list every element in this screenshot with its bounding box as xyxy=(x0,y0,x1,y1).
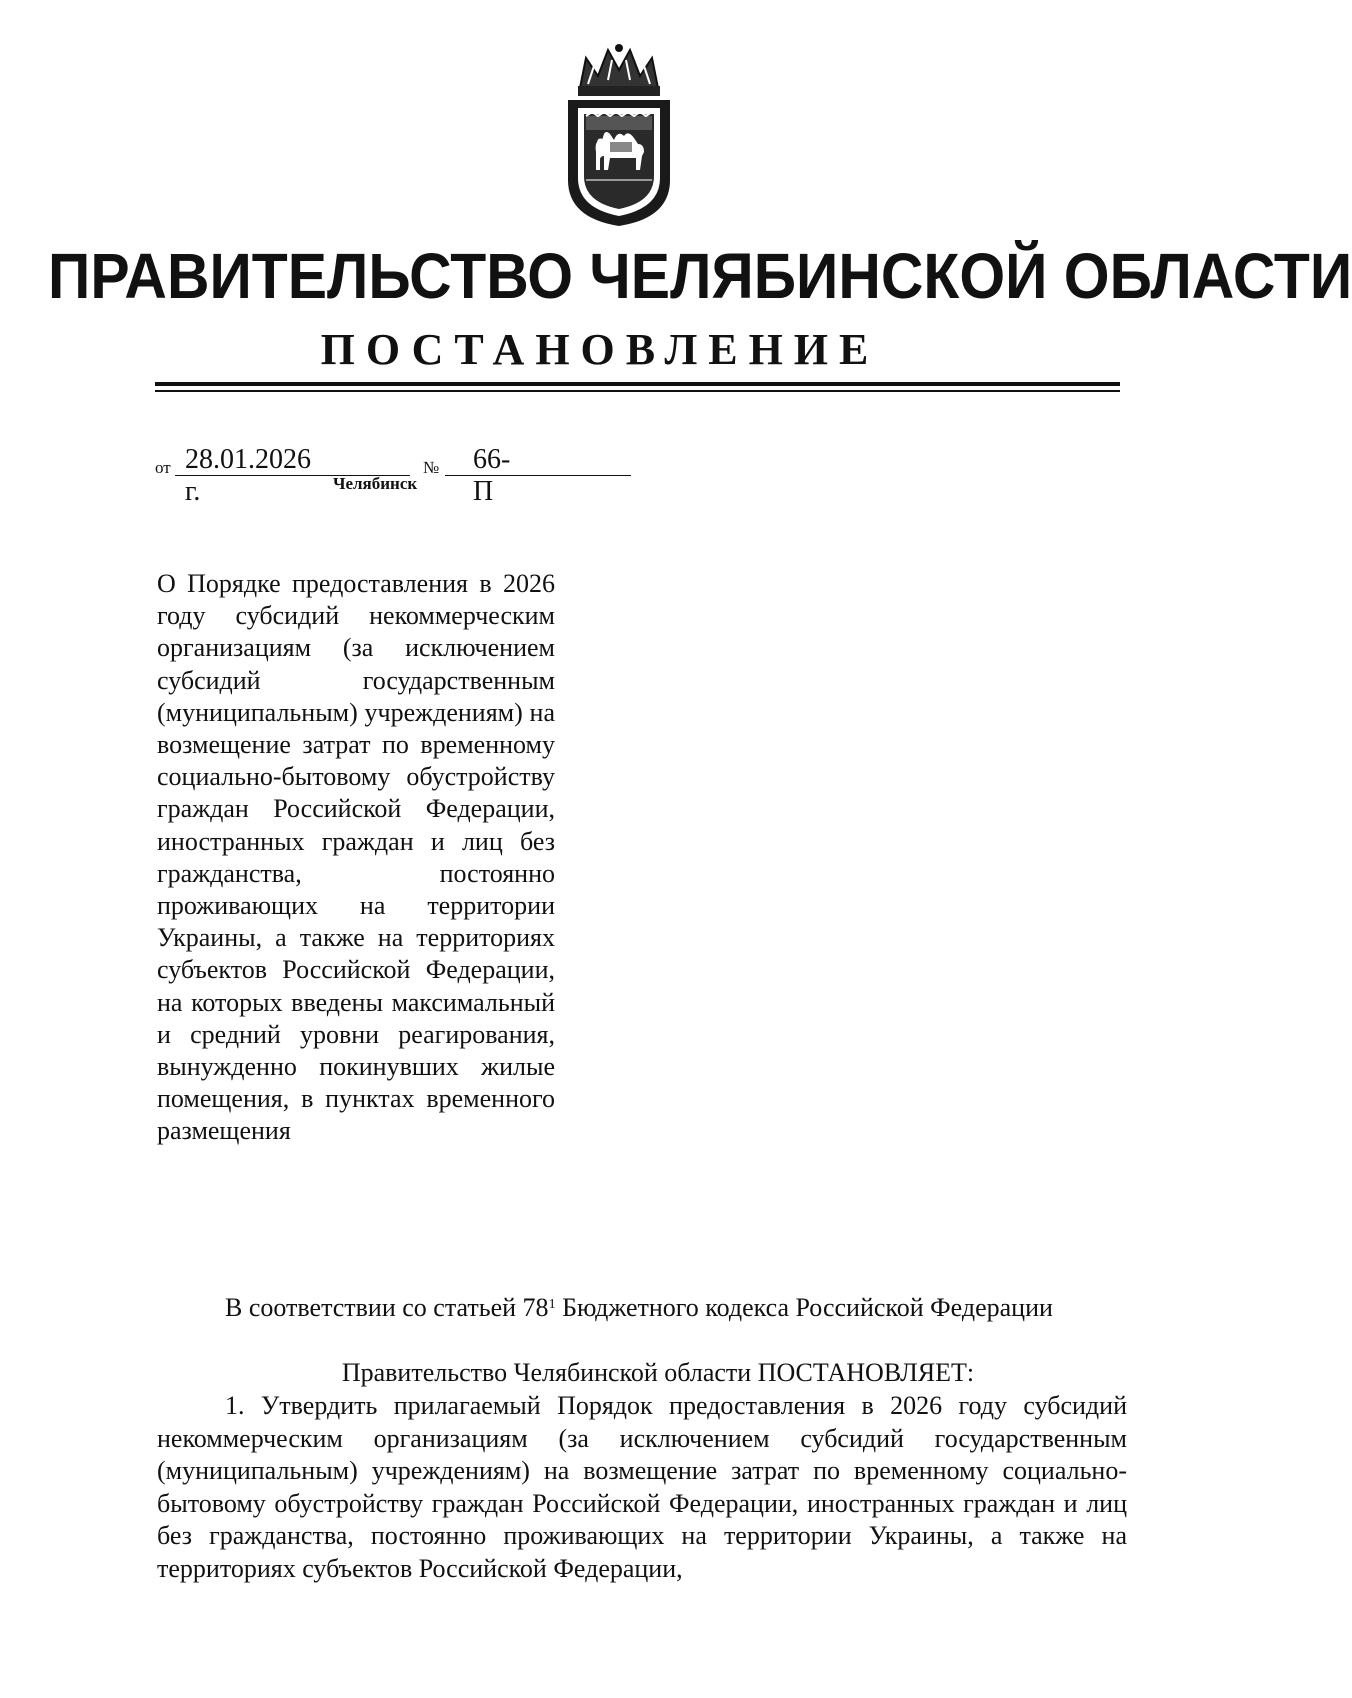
legal-basis-text: В соответствии со статьей 78 xyxy=(225,1293,549,1322)
legal-basis-paragraph xyxy=(157,1292,1127,1325)
chelyabinsk-coat-of-arms-icon xyxy=(560,40,678,230)
resolution-item-1: 1. Утвердить прилагаемый Порядок предоставления в 2026 году субсидий некоммерческим организациям (за исключением субсидий государственным (муниципальным) учреждениям) на возмещение затрат по временному социально-бытовому обустройству граждан Российской Федерации, иностранных граждан и лиц без гражданства, постоянно проживающих на территории Украины, а также на территориях субъектов Российской Федерации, xyxy=(157,1391,1127,1583)
document-subject: О Порядке предоставления в 2026 году субсидий некоммерческим организациям (за исключением субсидий государственным (муниципальным) учреждениям) на возмещение затрат по временному социально-бытовому обустройству граждан Российской Федерации, иностранных граждан и лиц без гражданства, постоянно проживающих на территории Украины, а также на территориях субъектов Российской Федерации, на которых введены максимальный и средний уровни реагирования, вынужденно покинувших жилые помещения, в пунктах временного размещения xyxy=(157,569,555,1146)
government-title: ПРАВИТЕЛЬСТВО ЧЕЛЯБИНСКОЙ ОБЛАСТИ xyxy=(48,240,1352,312)
legal-basis-text-continued: Бюджетного кодекса Российской Федерации xyxy=(555,1293,1053,1322)
article-superscript: 1 xyxy=(548,1297,556,1312)
header-divider-thick xyxy=(155,382,1120,386)
resolves-paragraph: Правительство Челябинской области ПОСТАНОВЛЯЕТ: xyxy=(341,1358,975,1387)
document-kind-title: ПОСТАНОВЛЕНИЕ xyxy=(320,325,880,374)
number-label: № xyxy=(423,458,440,477)
city-label: Челябинск xyxy=(333,474,418,493)
document-number: 66-П xyxy=(473,444,511,507)
from-label: от xyxy=(155,458,171,477)
header-divider-thin xyxy=(155,390,1120,392)
document-date: 28.01.2026 г. xyxy=(185,444,311,507)
